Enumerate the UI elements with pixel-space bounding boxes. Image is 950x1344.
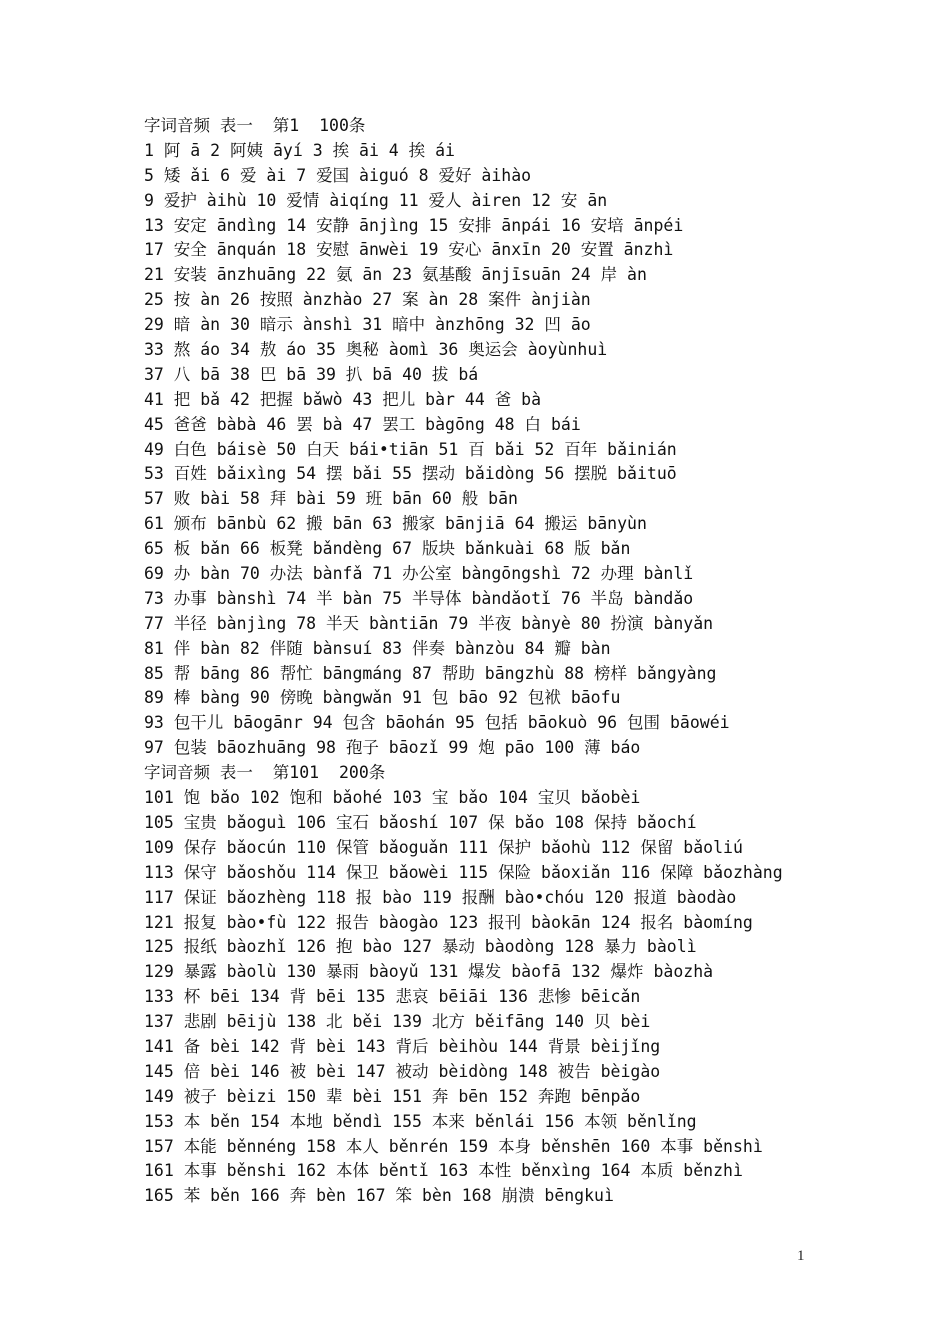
entry-line: 133 杯 bēi 134 背 bēi 135 悲哀 bēiāi 136 悲惨 bēicǎn: [144, 987, 641, 1007]
vocabulary-list: [144, 114, 904, 1209]
entry-line: 125 报纸 bàozhǐ 126 抱 bào 127 暴动 bàodòng 128 暴力 bàolì: [144, 937, 697, 957]
entry-line: 93 包干儿 bāogānr 94 包含 bāohán 95 包括 bāokuò 96 包围 bāowéi: [144, 713, 730, 733]
entry-line: 13 安定 āndìng 14 安静 ānjìng 15 安排 ānpái 16 安培 ānpéi: [144, 215, 684, 235]
entry-line: 41 把 bǎ 42 把握 bǎwò 43 把儿 bàr 44 爸 bà: [144, 389, 542, 409]
entry-line: 53 百姓 bǎixìng 54 摆 bǎi 55 摆动 bǎidòng 56 摆脱 bǎituō: [144, 464, 677, 484]
entry-line: 29 暗 àn 30 暗示 ànshì 31 暗中 ànzhōng 32 凹 āo: [144, 315, 591, 335]
entry-line: 81 伴 bàn 82 伴随 bànsuí 83 伴奏 bànzòu 84 瓣 bàn: [144, 638, 611, 658]
entry-line: 21 安装 ānzhuāng 22 氨 ān 23 氨基酸 ānjīsuān 24 岸 àn: [144, 265, 647, 285]
section-heading: 字词音频 表一 第1 100条: [144, 116, 366, 135]
entry-line: 49 白色 báisè 50 白天 bái•tiān 51 百 bǎi 52 百年 bǎinián: [144, 439, 677, 459]
entry-line: 137 悲剧 bēijù 138 北 běi 139 北方 běifāng 140 贝 bèi: [144, 1012, 651, 1032]
entry-line: 161 本事 běnshi 162 本体 běntǐ 163 本性 běnxìng 164 本质 běnzhì: [144, 1161, 743, 1181]
entry-line: 101 饱 bǎo 102 饱和 bǎohé 103 宝 bǎo 104 宝贝 bǎobèi: [144, 788, 641, 808]
entry-line: 117 保证 bǎozhèng 118 报 bào 119 报酬 bào•chóu 120 报道 bàodào: [144, 887, 737, 907]
entry-line: 69 办 bàn 70 办法 bànfǎ 71 办公室 bàngōngshì 72 办理 bànlǐ: [144, 564, 694, 584]
entry-line: 17 安全 ānquán 18 安慰 ānwèi 19 安心 ānxīn 20 安置 ānzhì: [144, 240, 674, 260]
entry-line: 121 报复 bào•fù 122 报告 bàogào 123 报刊 bàokān 124 报名 bàomíng: [144, 912, 753, 932]
entry-line: 165 苯 běn 166 奔 bèn 167 笨 bèn 168 崩溃 bēngkuì: [144, 1186, 614, 1206]
entry-line: 97 包装 bāozhuāng 98 孢子 bāozǐ 99 炮 pāo 100 薄 báo: [144, 738, 641, 758]
entry-line: 153 本 běn 154 本地 běndì 155 本来 běnlái 156 本领 běnlǐng: [144, 1111, 697, 1131]
entry-line: 73 办事 bànshì 74 半 bàn 75 半导体 bàndǎotǐ 76 半岛 bàndǎo: [144, 588, 694, 608]
page-number: 1: [797, 1248, 805, 1264]
entry-line: 5 矮 ǎi 6 爱 ài 7 爱国 àiguó 8 爱好 àihào: [144, 165, 532, 185]
entry-line: 113 保守 bǎoshǒu 114 保卫 bǎowèi 115 保险 bǎoxiǎn 116 保障 bǎozhàng: [144, 862, 783, 882]
entry-line: 33 熬 áo 34 敖 áo 35 奥秘 àomì 36 奥运会 àoyùnhuì: [144, 340, 608, 360]
entry-line: 85 帮 bāng 86 帮忙 bāngmáng 87 帮助 bāngzhù 88 榜样 bǎngyàng: [144, 663, 717, 683]
entry-line: 61 颁布 bānbù 62 搬 bān 63 搬家 bānjiā 64 搬运 bānyùn: [144, 514, 647, 534]
entry-line: 25 按 àn 26 按照 ànzhào 27 案 àn 28 案件 ànjiàn: [144, 290, 591, 310]
entry-line: 89 棒 bàng 90 傍晚 bàngwǎn 91 包 bāo 92 包袱 bāofu: [144, 688, 621, 708]
entry-line: 149 被子 bèizi 150 辈 bèi 151 奔 bēn 152 奔跑 bēnpǎo: [144, 1086, 641, 1106]
entry-line: 45 爸爸 bàbà 46 罢 bà 47 罢工 bàgōng 48 白 bái: [144, 414, 581, 434]
entry-line: 105 宝贵 bǎoguì 106 宝石 bǎoshí 107 保 bǎo 108 保持 bǎochí: [144, 812, 697, 832]
entry-line: 77 半径 bànjìng 78 半天 bàntiān 79 半夜 bànyè 80 扮演 bànyǎn: [144, 613, 714, 633]
entry-line: 57 败 bài 58 拜 bài 59 班 bān 60 般 bān: [144, 489, 518, 509]
entry-line: 1 阿 ā 2 阿姨 āyí 3 挨 āi 4 挨 ái: [144, 140, 455, 160]
entry-line: 37 八 bā 38 巴 bā 39 扒 bā 40 拔 bá: [144, 364, 479, 384]
entry-line: 9 爱护 àihù 10 爱情 àiqíng 11 爱人 àiren 12 安 ān: [144, 190, 608, 210]
entry-line: 129 暴露 bàolù 130 暴雨 bàoyǔ 131 爆发 bàofā 132 爆炸 bàozhà: [144, 962, 714, 982]
entry-line: 109 保存 bǎocún 110 保管 bǎoguǎn 111 保护 bǎohù 112 保留 bǎoliú: [144, 837, 743, 857]
section-heading: 字词音频 表一 第101 200条: [144, 763, 386, 783]
entry-line: 145 倍 bèi 146 被 bèi 147 被动 bèidòng 148 被告 bèigào: [144, 1061, 661, 1081]
entry-line: 65 板 bǎn 66 板凳 bǎndèng 67 版块 bǎnkuài 68 版 bǎn: [144, 539, 631, 559]
entry-line: 141 备 bèi 142 背 bèi 143 背后 bèihòu 144 背景 bèijǐng: [144, 1036, 661, 1056]
entry-line: 157 本能 běnnéng 158 本人 běnrén 159 本身 běnshēn 160 本事 běnshì: [144, 1136, 763, 1156]
